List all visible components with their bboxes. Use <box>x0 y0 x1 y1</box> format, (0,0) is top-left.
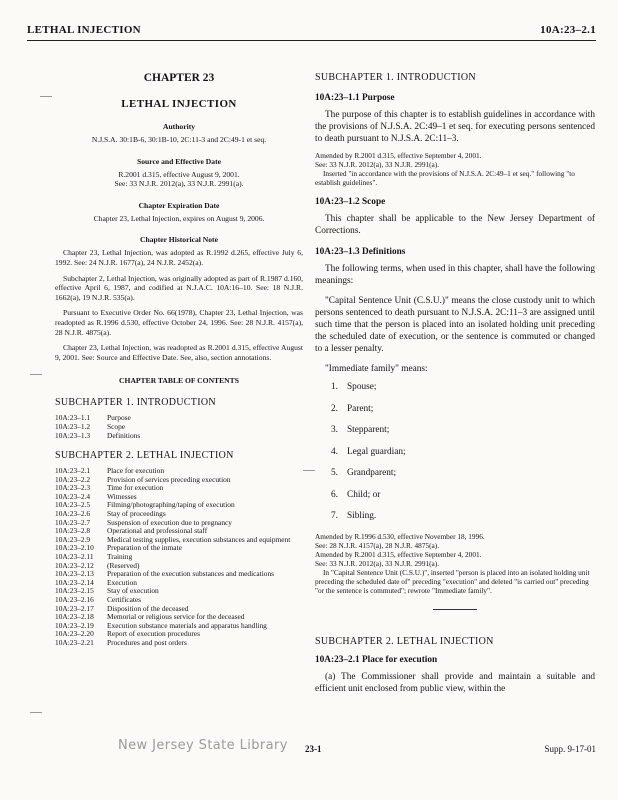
toc-entry-title: Certificates <box>107 595 142 604</box>
toc-entry-number: 10A:23–2.7 <box>55 517 91 527</box>
list-item-number: 2. <box>331 403 338 414</box>
authority-heading: Authority <box>162 122 196 131</box>
toc-entry-number: 10A:23–2.16 <box>55 595 94 604</box>
list-item-number: 1. <box>331 382 338 392</box>
list-item <box>331 467 595 479</box>
toc-entry-title: Purpose <box>107 413 131 423</box>
note-line: Amended by R.2001 d.315, effective September 4, 2001. <box>315 549 482 559</box>
list-item <box>331 510 595 522</box>
margin-mark <box>40 96 52 97</box>
toc-entry-number: 10A:23–2.19 <box>55 620 94 630</box>
list-item-text: Grandparent; <box>347 468 397 478</box>
toc-entry-number: 10A:23–2.15 <box>55 586 94 596</box>
section-1-2-text: This chapter shall be applicable to the New Jersey Department of Corrections. <box>315 214 595 236</box>
right-column <box>315 52 595 701</box>
toc-entry-title: Time for execution <box>107 483 164 493</box>
note-line: See: 33 N.J.R. 2012(a), 33 N.J.R. 2991(a). <box>315 558 440 568</box>
list-item-text: Sibling. <box>347 511 377 521</box>
definition-immediate-family: "Immediate family" means: <box>325 364 428 374</box>
toc-entry-number: 10A:23–2.9 <box>55 534 91 544</box>
section-separator <box>433 609 477 610</box>
note-line: Amended by R.1996 d.530, effective November 18, 1996. <box>315 531 485 541</box>
note-line: See: 33 N.J.R. 2012(a), 33 N.J.R. 2991(a). <box>315 160 440 169</box>
margin-mark <box>303 470 315 471</box>
toc-entry-title: Scope <box>107 421 126 431</box>
toc-entry-number: 10A:23–2.2 <box>55 474 91 484</box>
toc-subchapter-2-heading: SUBCHAPTER 2. LETHAL INJECTION <box>55 450 234 462</box>
toc-entry-number: 10A:23–1.1 <box>55 413 91 423</box>
section-1-3-note <box>315 532 595 595</box>
source-line-1: R.2001 d.315, effective August 9, 2001. <box>118 169 240 179</box>
toc-entry-title: Execution substance materials and apparatus handling <box>107 620 267 630</box>
toc-entry-title: Suspension of execution due to pregnancy <box>107 517 232 527</box>
list-item <box>331 489 595 501</box>
list-item-number: 4. <box>331 446 338 457</box>
toc-entry-number: 10A:23–2.11 <box>55 552 94 562</box>
toc-entry-title: Medical testing supplies, execution substances and equipment <box>107 534 291 544</box>
list-item-number: 3. <box>331 425 338 435</box>
toc-entry-number: 10A:23–2.14 <box>55 577 94 587</box>
toc-entry-number: 10A:23–2.17 <box>55 603 94 613</box>
header-rule <box>27 40 596 41</box>
toc-entry-title: Filming/photographing/taping of execution <box>107 500 235 510</box>
toc-entry-number: 10A:23–2.12 <box>55 560 94 570</box>
chapter-number: CHAPTER 23 <box>143 72 215 84</box>
list-item-number: 7. <box>331 511 338 521</box>
toc-entry-number: 10A:23–2.1 <box>55 466 91 476</box>
list-item <box>331 381 595 393</box>
toc-entry-title: Operational and professional staff <box>107 526 208 536</box>
toc-entry-number: 10A:23–2.5 <box>55 500 91 510</box>
list-item-number: 6. <box>331 489 338 500</box>
note-line: See: 28 N.J.R. 4157(a), 28 N.J.R. 4875(a). <box>315 540 440 550</box>
toc-entry-title: Witnesses <box>107 491 137 501</box>
authority-text: N.J.S.A. 30:1B-6, 30:1B-10, 2C:11-3 and 2C:49-1 et seq. <box>91 135 267 144</box>
list-item <box>331 446 595 458</box>
toc-entry-number: 10A:23–2.13 <box>55 569 94 579</box>
toc-entry-title: Provision of services preceding execution <box>107 474 231 484</box>
toc-entry-title: (Reserved) <box>107 560 140 570</box>
toc-entry-number: 10A:23–1.3 <box>55 430 91 440</box>
list-item-number: 5. <box>331 468 338 478</box>
toc-subchapter-1-list <box>55 414 303 440</box>
list-item-text: Child; or <box>347 489 381 500</box>
history-paragraph-3: Pursuant to Executive Order No. 66(1978), Chapter 23, Lethal Injection, was readopted as R.1996 d.530, effective October 24, 1996. See: 28 N.J.R. 4157(a), 28 N.J.R. 4875(a). <box>55 308 303 337</box>
source-line-2: See: 33 N.J.R. 2012(a), 33 N.J.R. 2991(a). <box>114 179 244 189</box>
toc-entry-title: Report of execution procedures <box>107 629 200 639</box>
toc-entry-title: Stay of execution <box>107 586 159 596</box>
toc-entry-number: 10A:23–1.2 <box>55 421 91 431</box>
history-paragraph-1: Chapter 23, Lethal Injection, was adopted as R.1992 d.265, effective July 6, 1992. See: 24 N.J.R. 1677(a), 24 N.J.R. 2452(a). <box>55 248 303 267</box>
toc-entry-number: 10A:23–2.10 <box>55 543 94 553</box>
immediate-family-list <box>331 381 595 522</box>
running-header-title: LETHAL INJECTION <box>27 24 141 36</box>
list-item-text: Legal guardian; <box>347 446 406 457</box>
toc-entry-title: Training <box>107 552 133 562</box>
toc-entry <box>55 501 303 510</box>
toc-entry-title: Preparation of the inmate <box>107 543 182 553</box>
toc-entry-title: Place for execution <box>107 466 165 476</box>
section-2-1-text: (a) The Commissioner shall provide and maintain a suitable and efficient unit enclosed from public view, within the <box>315 671 595 694</box>
history-paragraph-2: Subchapter 2, Lethal Injection, was originally adopted as part of R.1987 d.160, effective April 6, 1987, and codified at N.J.A.C. 10A:16–10. See: 18 N.J.R. 1662(a), 19 N.J.R. 535(a). <box>55 273 303 302</box>
toc-entry-number: 10A:23–2.21 <box>55 637 94 647</box>
section-1-3-intro: The following terms, when used in this chapter, shall have the following meanings: <box>315 264 595 286</box>
toc-entry-number: 10A:23–2.4 <box>55 491 91 501</box>
toc-entry <box>55 414 303 423</box>
toc-title: CHAPTER TABLE OF CONTENTS <box>119 376 239 386</box>
margin-mark <box>30 712 42 713</box>
toc-subchapter-1-heading: SUBCHAPTER 1. INTRODUCTION <box>55 397 216 409</box>
running-header-section: 10A:23–2.1 <box>540 24 596 36</box>
toc-entry-number: 10A:23–2.3 <box>55 483 91 493</box>
section-1-1-text: The purpose of this chapter is to establish guidelines in accordance with the provisions of N.J.S.A. 2C:49–1 et seq. for executing persons sentenced to death pursuant to N.J.S.A. 2C:11–3. <box>315 110 595 144</box>
toc-entry-title: Definitions <box>107 430 141 440</box>
note-line: In "Capital Sentence Unit (C.S.U.)", inserted "person is placed into an isolated holding unit preceding the scheduled date of" preceding "execution" and deleted "is carried out" preceding "or the sentence is commuted"; rewrote "Immediate family". <box>315 567 590 595</box>
toc-entry-title: Preparation of the execution substances and medications <box>107 569 275 579</box>
definition-capital-sentence-unit: "Capital Sentence Unit (C.S.U.)" means the close custody unit to which persons sentenced to death pursuant to N.J.S.A. 2C:11–3 are assigned until such time that the person is placed into an isolated holding unit preceding the scheduled date of execution, or the sentence is commuted or changed to a lesser penalty. <box>315 296 595 354</box>
source-heading: Source and Effective Date <box>136 156 221 166</box>
library-watermark: New Jersey State Library <box>118 738 288 753</box>
list-item-text: Spouse; <box>347 382 377 392</box>
toc-entry-title: Execution <box>107 577 137 587</box>
section-1-1-heading: 10A:23–1.1 Purpose <box>315 93 395 103</box>
expiration-heading: Chapter Expiration Date <box>138 200 220 210</box>
toc-entry <box>55 476 303 485</box>
subchapter-2-heading: SUBCHAPTER 2. LETHAL INJECTION <box>315 635 494 647</box>
toc-entry-number: 10A:23–2.18 <box>55 612 94 622</box>
list-item-text: Parent; <box>347 403 374 414</box>
toc-entry-number: 10A:23–2.6 <box>55 509 91 519</box>
margin-mark <box>30 374 42 375</box>
history-paragraph-4: Chapter 23, Lethal Injection, was readopted as R.2001 d.315, effective August 9, 2001. See: Source and Effective Date. See, also, section annotations. <box>55 343 303 362</box>
toc-entry-title: Disposition of the deceased <box>107 603 189 613</box>
list-item <box>331 424 595 436</box>
section-1-1-note <box>315 151 595 187</box>
page-number: 23-1 <box>305 744 322 754</box>
section-1-2-heading: 10A:23–1.2 Scope <box>315 197 386 207</box>
toc-entry <box>55 423 303 432</box>
subchapter-1-heading: SUBCHAPTER 1. INTRODUCTION <box>315 72 476 83</box>
toc-entry-title: Memorial or religious service for the deceased <box>107 612 245 622</box>
note-line: Amended by R.2001 d.315, effective September 4, 2001. <box>315 151 482 160</box>
section-2-1-heading: 10A:23–2.1 Place for execution <box>315 654 438 665</box>
toc-entry <box>55 639 303 648</box>
supplement-date: Supp. 9-17-01 <box>544 744 596 754</box>
section-1-3-heading: 10A:23–1.3 Definitions <box>315 247 406 257</box>
running-header <box>27 24 596 38</box>
list-item-text: Stepparent; <box>347 425 390 435</box>
toc-entry-title: Stay of proceedings <box>107 509 166 519</box>
left-column <box>55 52 303 648</box>
list-item <box>331 403 595 415</box>
toc-entry-number: 10A:23–2.20 <box>55 629 94 639</box>
chapter-title: LETHAL INJECTION <box>121 98 237 110</box>
toc-subchapter-2-list <box>55 467 303 647</box>
toc-entry <box>55 432 303 441</box>
toc-entry-number: 10A:23–2.8 <box>55 526 91 536</box>
history-heading: Chapter Historical Note <box>140 235 218 245</box>
note-line: Inserted "in accordance with the provisions of N.J.S.A. 2C:49–1 et seq." following "to establish guidelines". <box>315 169 575 187</box>
expiration-text: Chapter 23, Lethal Injection, expires on August 9, 2006. <box>93 213 265 223</box>
toc-entry <box>55 484 303 493</box>
toc-entry-title: Procedures and post orders <box>107 637 187 647</box>
